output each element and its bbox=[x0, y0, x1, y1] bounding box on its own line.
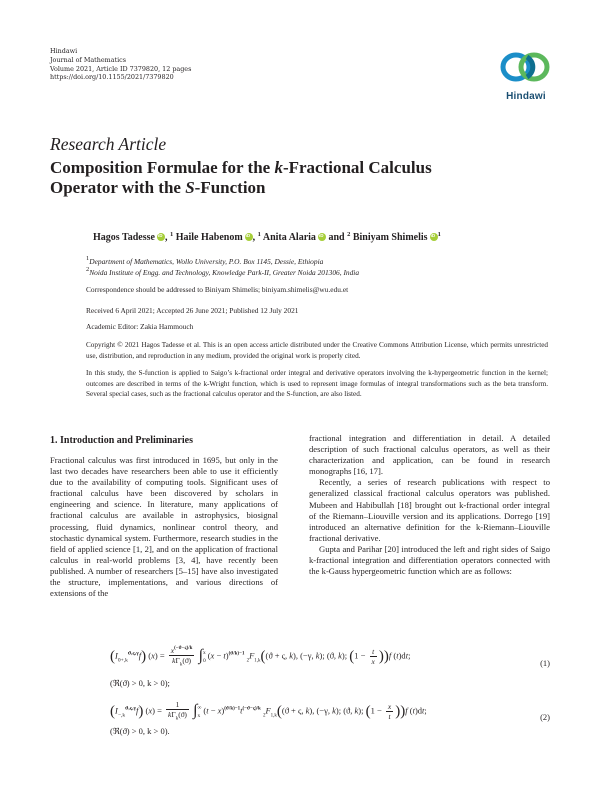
hindawi-logo bbox=[496, 49, 556, 104]
logo-wordmark: Hindawi bbox=[506, 91, 546, 102]
author-affil-sup: 2 bbox=[347, 231, 351, 238]
title-k: k bbox=[274, 158, 283, 177]
author-affil-sup: 1 bbox=[257, 231, 261, 238]
affiliation-sup: 1 bbox=[86, 255, 90, 262]
article-type: Research Article bbox=[50, 134, 167, 154]
abstract: In this study, the S-function is applied to Saigo’s k-fractional order integral and derivative operators involving the k-hypergeometric function in the kernel; outcomes are described in terms of the k-Wright function, which is used to represent image formulas of integral transformations such as the beta transform. Several special cases, such as the fractional calculus operator and the S-function, are also listed. bbox=[86, 369, 548, 398]
affiliation-sup: 2 bbox=[86, 266, 90, 273]
doi-link[interactable]: https://doi.org/10.1155/2021/7379820 bbox=[50, 73, 174, 82]
right-column bbox=[309, 433, 550, 577]
publisher-name: Hindawi bbox=[50, 47, 78, 55]
volume-line: Volume 2021, Article ID 7379820, 12 pages bbox=[50, 64, 192, 73]
correspondence: Correspondence should be addressed to Biniyam Shimelis; biniyam.shimelis@wu.edu.et bbox=[86, 285, 349, 294]
title-s: S bbox=[185, 178, 195, 197]
intro-paragraph: fractional integration and differentiation in detail. A detailed description of such fractional calculus operators, as well as their characterization and application, can be found in research monographs [16, 17]. bbox=[309, 433, 550, 477]
section-heading: 1. Introduction and Preliminaries bbox=[50, 435, 193, 446]
intro-paragraph: Fractional calculus was first introduced in 1695, but only in the last two decades have researchers been able to use it efficiently due to the availability of computing tools. Significant uses of fractional calculus have been discovered by scholars in engineering and science. In literature, many applications of fractional calculus are available in astrophysics, biosignal processing, fluid dynamics, nonlinear control theory, and stochastic dynamical system. Furthermore, research studies in the field of applied science [1, 2], and on the application of fractional calculus in real-world problems [3, 4], have recently been published. A number of researchers [5–15] have also investigated the structure, implementations, and various directions of extensions of the bbox=[50, 455, 278, 599]
journal-masthead bbox=[50, 47, 191, 82]
equation-2 bbox=[50, 700, 550, 748]
equation-number: (2) bbox=[540, 712, 550, 722]
equation-2-condition: (ℜ(ϑ) > 0, k > 0). bbox=[110, 726, 170, 736]
orcid-icon[interactable] bbox=[430, 233, 438, 241]
author-list bbox=[93, 231, 441, 243]
publication-dates: Received 6 April 2021; Accepted 26 June 2021; Published 12 July 2021 bbox=[86, 306, 299, 315]
author-affil-sup: 1 bbox=[169, 231, 174, 238]
equation-1-condition: (ℜ(ϑ) > 0, k > 0); bbox=[110, 678, 170, 688]
orcid-icon[interactable] bbox=[245, 233, 253, 241]
left-column bbox=[50, 455, 278, 599]
affiliation-text: Department of Mathematics, Wollo University, P.O. Box 1145, Dessie, Ethiopia bbox=[89, 257, 324, 266]
hindawi-rings-icon bbox=[500, 49, 552, 89]
affiliation-2 bbox=[86, 266, 359, 277]
intro-paragraph: Gupta and Parihar [20] introduced the left and right sides of Saigo k-fractional integration and differentiation operators connected with the k-Gauss hypergeometric function which are as follows: bbox=[309, 543, 550, 577]
orcid-icon[interactable] bbox=[318, 233, 326, 241]
intro-paragraph: Recently, a series of research publications with respect to generalized classical fractional calculus operators was published. Mubeen and Habibullah [18] brought out k-fractional order integral of the Riemann–Liouville version and its applications. Dorrego [19] introduced an alternative definition for the k-Riemann–Liouville fractional derivative. bbox=[309, 477, 550, 543]
academic-editor: Academic Editor: Zakia Hammouch bbox=[86, 322, 194, 331]
paper-title bbox=[50, 158, 550, 198]
author-name[interactable]: Hagos Tadesse bbox=[93, 232, 155, 243]
copyright-notice: Copyright © 2021 Hagos Tadesse et al. This is an open access article distributed under the Creative Commons Attribution License, which permits unrestricted use, distribution, and reproduction in any medium, provided the original work is properly cited. bbox=[86, 341, 548, 360]
equation-1-body: $(I_{0+,k}^{ϑ,\varsigma,\gamma}f) (x)$ = $\frac{x^{(-ϑ-\varsigma)/k}}{k\Gamma_k(ϑ)}$ ∫x $0(x - t)^{(ϑ/k)-1}$ $_2F_{1,k}((ϑ + \varsigma$, k), (−γ, k); (ϑ, k); (1 − $\frac{t}{x}$ ))f (t)dt; bbox=[110, 646, 411, 668]
author-separator: and bbox=[325, 232, 348, 243]
author-affil-sup: 1 bbox=[437, 231, 441, 238]
author-separator: , bbox=[164, 232, 170, 243]
affiliation-1 bbox=[86, 255, 323, 266]
author-name[interactable]: Anita Alaria bbox=[262, 232, 316, 243]
title-text: Operator with the bbox=[50, 178, 186, 197]
equation-number: (1) bbox=[540, 658, 550, 668]
orcid-icon[interactable] bbox=[157, 233, 165, 241]
journal-name: Journal of Mathematics bbox=[50, 55, 126, 64]
author-name[interactable]: Biniyam Shimelis bbox=[352, 232, 428, 243]
affiliation-text: Noida Institute of Engg. and Technology, Knowledge Park-II, Greater Noida 201306, India bbox=[89, 268, 360, 277]
author-separator: , bbox=[252, 232, 258, 243]
equation-2-body: $(I_{-,k}^{ϑ,\varsigma,\gamma}f) (x)$ = $\frac{1}{k\Gamma_k(ϑ)}$ ∫∞ $x(t - x)^{(ϑ/k)-1}t^{(-ϑ-\varsigma)/k}$ $_2F_{1,k}((ϑ + \varsigma$, k), (−γ, k); (ϑ, k); (1 − $\frac{x}{t}$ ))f (t)dt; bbox=[110, 700, 427, 722]
title-text: Composition Formulae for the bbox=[50, 158, 275, 177]
equation-1 bbox=[50, 644, 550, 692]
title-text: -Fractional Calculus bbox=[282, 158, 432, 177]
title-text: -Function bbox=[194, 178, 266, 197]
author-name[interactable]: Haile Habenom bbox=[175, 232, 243, 243]
